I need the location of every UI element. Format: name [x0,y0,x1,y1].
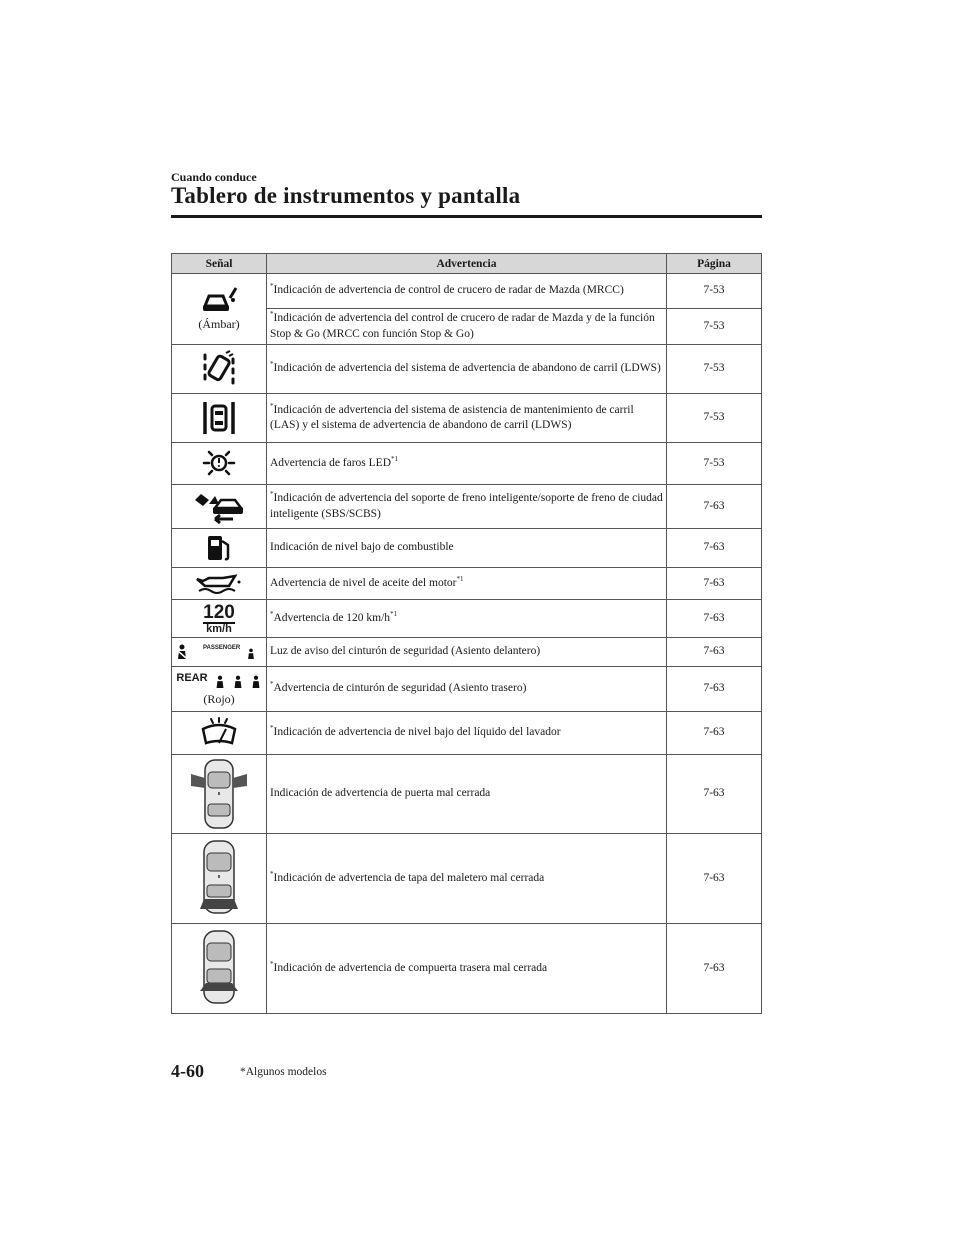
warning-text-cell [267,529,667,568]
page-cell: 7-63 [667,485,762,529]
table-row [172,755,762,834]
section-label: Cuando conduce [171,170,257,184]
footnote-mark: *1 [456,574,464,583]
table-row [172,924,762,1014]
page-cell: 7-53 [667,394,762,443]
signal-cell [172,834,267,924]
signal-cell [172,712,267,755]
star-mark: * [270,310,274,319]
table-header-row [172,254,762,274]
page-title: Tablero de instrumentos y pantalla [171,183,521,208]
seatbelt-person-small-icon [246,648,256,660]
warning-text: Indicación de advertencia de puerta mal cerrada [270,787,491,800]
signal-cell [172,568,267,600]
footnote-mark: *1 [390,609,398,618]
warning-text: Advertencia de cinturón de seguridad (Asiento trasero) [273,682,527,695]
star-mark: * [270,680,274,689]
washer-fluid-icon [199,717,239,749]
table-row [172,274,762,309]
star-mark: * [270,360,274,369]
radar-cruise-warning-icon [199,286,239,314]
warning-text: Indicación de advertencia del sistema de asistencia de mantenimiento de carril (LAS) y el sistema de advertencia de abandono de carril (LDWS) [270,403,634,432]
signal-cell [172,755,267,834]
warning-text-cell [267,755,667,834]
warning-text-cell [267,712,667,755]
star-mark: * [270,724,274,733]
warning-text-cell [267,485,667,529]
signal-cell [172,274,267,345]
smart-brake-support-icon [193,490,245,524]
warning-text: Indicación de advertencia de tapa del maletero mal cerrada [273,871,545,884]
signal-cell [172,485,267,529]
column-header-page: Página [667,254,762,274]
page-cell: 7-63 [667,667,762,712]
speed-unit: km/h [203,622,235,635]
signal-cell [172,345,267,394]
page-cell: 7-63 [667,529,762,568]
signal-cell [172,924,267,1014]
signal-color-note: (Rojo) [203,691,235,706]
warning-text-cell [267,274,667,309]
warning-text: Indicación de advertencia de compuerta trasera mal cerrada [273,961,548,974]
table-row [172,667,762,712]
rear-label: REAR [176,671,208,684]
liftgate-ajar-car-icon [194,929,244,1009]
page-cell: 7-63 [667,568,762,600]
signal-cell [172,667,267,712]
table-row [172,638,762,667]
signal-cell [172,443,267,485]
warning-text: Luz de aviso del cinturón de seguridad (Asiento delantero) [270,645,541,658]
table-row [172,834,762,924]
table-row [172,394,762,443]
speed-120-kmh-icon [203,603,235,635]
led-headlight-warning-icon [201,448,237,480]
signal-cell [172,638,267,667]
column-header-signal: Señal [172,254,267,274]
signal-cell [172,394,267,443]
page-number: 4-60 [171,1061,204,1081]
warning-text-cell [267,394,667,443]
seatbelt-person-icon [250,675,262,689]
lane-departure-warning-icon [199,349,239,389]
lane-keep-assist-icon [201,399,237,437]
warning-text-cell [267,924,667,1014]
warning-text: Indicación de advertencia del sistema de advertencia de abandono de carril (LDWS) [273,362,661,375]
page-cell: 7-63 [667,924,762,1014]
oil-can-icon [195,573,243,595]
warning-text: Indicación de advertencia del soporte de freno inteligente/soporte de freno de ciudad inteligente (SBS/SCBS) [270,492,663,520]
page-cell: 7-63 [667,600,762,638]
warning-text-cell [267,568,667,600]
table-row [172,568,762,600]
warning-table [171,253,762,1014]
warning-text: Advertencia de 120 km/h [273,611,391,624]
table-row [172,485,762,529]
star-mark: * [270,959,274,968]
warning-text: Indicación de advertencia de nivel bajo del líquido del lavador [273,726,561,739]
warning-text-cell [267,834,667,924]
page-cell: 7-53 [667,309,762,345]
page-cell: 7-63 [667,638,762,667]
table-row [172,712,762,755]
warning-text-cell [267,600,667,638]
table-row [172,529,762,568]
star-mark: * [270,401,274,410]
seatbelt-person-icon [175,644,189,660]
page-cell: 7-63 [667,834,762,924]
speed-number: 120 [203,601,235,623]
warning-text-cell [267,345,667,394]
star-mark: * [270,609,274,618]
table-row [172,345,762,394]
fuel-pump-icon [204,533,234,563]
warning-text: Indicación de advertencia de control de crucero de radar de Mazda (MRCC) [273,284,624,297]
footnote-mark: *1 [391,454,399,463]
warning-text-cell [267,443,667,485]
passenger-seatbelt-icon [175,644,256,660]
star-mark: * [270,282,274,291]
star-mark: * [270,869,274,878]
page-cell: 7-63 [667,755,762,834]
page-cell: 7-63 [667,712,762,755]
seatbelt-person-icon [232,675,244,689]
warning-text: Advertencia de faros LED [270,456,392,469]
signal-color-note: (Ámbar) [198,316,240,331]
footnote-legend: *Algunos modelos [240,1066,327,1078]
warning-text-cell [267,667,667,712]
table-row [172,600,762,638]
table-row [172,443,762,485]
warning-text: Advertencia de nivel de aceite del motor [270,576,457,589]
warning-text: Indicación de advertencia del control de crucero de radar de Mazda y de la función Stop & Go (MRCC con función Stop & Go) [270,312,655,340]
star-mark: * [270,490,274,499]
warning-text: Indicación de nivel bajo de combustible [270,541,454,554]
rear-seatbelt-icon [176,671,261,689]
door-ajar-car-icon [187,758,251,830]
page-cell: 7-53 [667,345,762,394]
column-header-warning: Advertencia [267,254,667,274]
seatbelt-person-icon [214,675,226,689]
page-cell: 7-53 [667,274,762,309]
page-cell: 7-53 [667,443,762,485]
title-rule [171,215,762,218]
signal-cell [172,529,267,568]
signal-cell [172,600,267,638]
trunk-ajar-car-icon [194,839,244,919]
warning-text-cell [267,638,667,667]
warning-text-cell [267,309,667,345]
passenger-label: PASSENGER [203,644,241,651]
